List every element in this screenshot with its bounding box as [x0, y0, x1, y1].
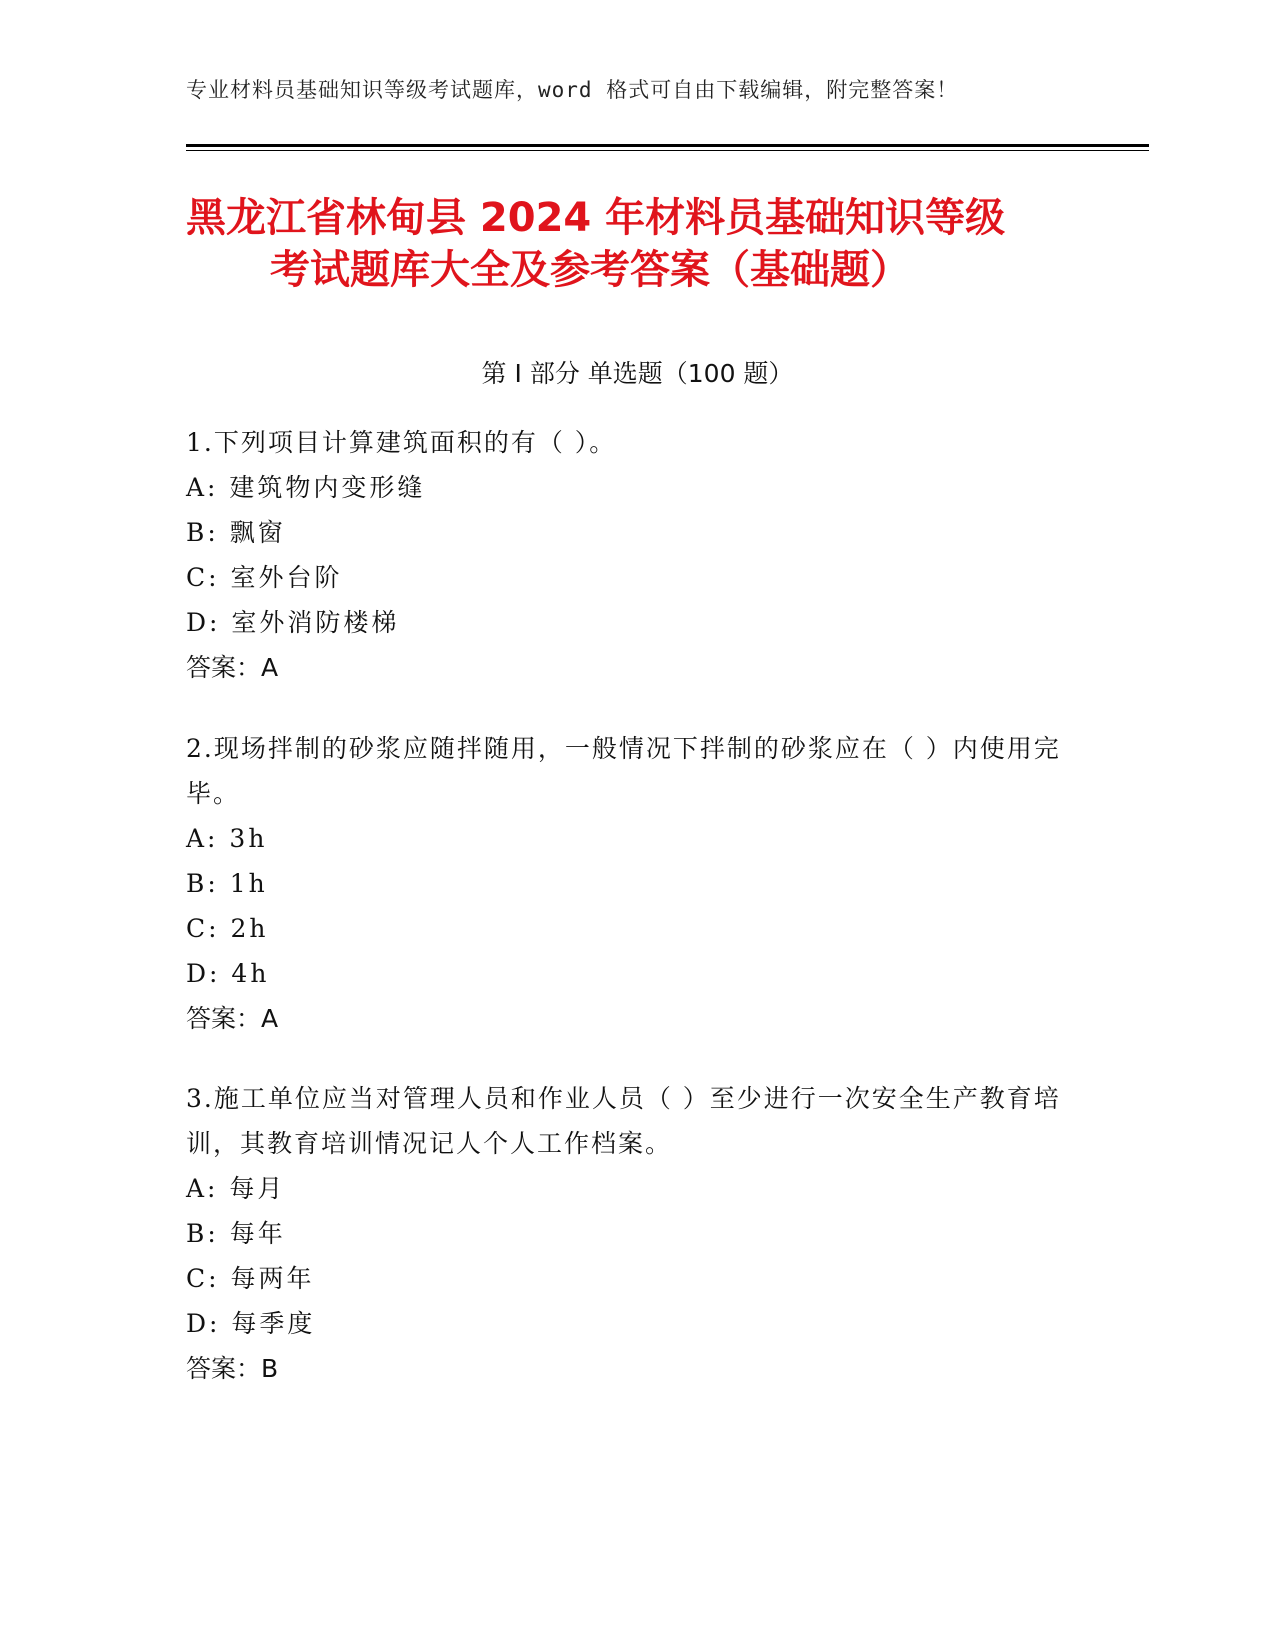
question-stem: 2.现场拌制的砂浆应随拌随用，一般情况下拌制的砂浆应在（ ）内使用完毕。 — [186, 734, 1061, 808]
question-2 — [186, 726, 1076, 1041]
question-stem: 3.施工单位应当对管理人员和作业人员（ ）至少进行一次安全生产教育培训，其教育培训情况记人个人工作档案。 — [186, 1084, 1061, 1158]
document-title — [186, 192, 1086, 296]
question-option-b: B: 飘窗 — [186, 518, 286, 547]
question-option-c: C: 2h — [186, 914, 269, 943]
section-title: 第 I 部分 单选题（100 题） — [481, 359, 794, 388]
question-answer: 答案：B — [186, 1354, 279, 1383]
question-1 — [186, 420, 1076, 690]
question-option-d: D: 室外消防楼梯 — [186, 608, 400, 637]
question-option-a: A: 3h — [186, 824, 268, 853]
question-option-d: D: 每季度 — [186, 1309, 316, 1338]
question-option-b: B: 1h — [186, 869, 268, 898]
question-answer: 答案：A — [186, 653, 279, 682]
document-title-line2: 考试题库大全及参考答案（基础题） — [270, 247, 910, 293]
question-stem: 1.下列项目计算建筑面积的有（ ）。 — [186, 428, 617, 457]
header-note: 专业材料员基础知识等级考试题库，word 格式可自由下载编辑，附完整答案！ — [186, 78, 959, 102]
question-option-d: D: 4h — [186, 959, 270, 988]
question-option-c: C: 室外台阶 — [186, 563, 343, 592]
question-option-b: B: 每年 — [186, 1219, 286, 1248]
header-rule-thin — [186, 150, 1149, 151]
document-title-line1: 黑龙江省林甸县 2024 年材料员基础知识等级 — [186, 195, 1006, 241]
question-option-a: A: 建筑物内变形缝 — [186, 473, 426, 502]
question-answer: 答案：A — [186, 1004, 279, 1033]
header-rule-thick — [186, 144, 1149, 147]
question-option-c: C: 每两年 — [186, 1264, 315, 1293]
question-option-a: A: 每月 — [186, 1174, 286, 1203]
question-3 — [186, 1076, 1076, 1391]
